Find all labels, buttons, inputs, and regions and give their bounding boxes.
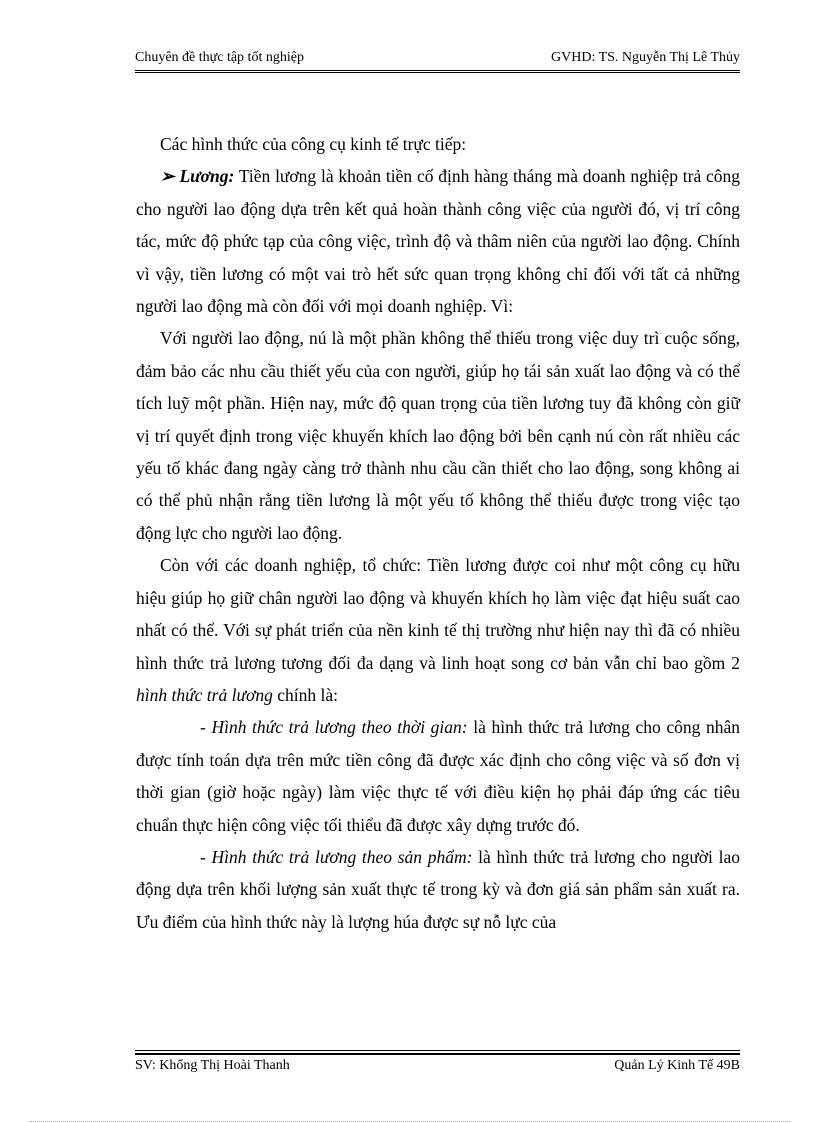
paragraph-intro	[136, 128, 740, 160]
worker-text: Với người lao động, nú là một phần không thể thiếu trong việc duy trì cuộc sống, đảm bảo các nhu cầu thiết yếu của con người, giúp họ tái sản xuất lao động và có thể tích luỹ một phần. Hiện nay, mức độ quan trọng của tiền lương tuy đã không còn giữ vị trí quyết định trong việc khuyến khích lao động bởi bên cạnh nú còn rất nhiều các yếu tố khác đang ngày càng trở thành nhu cầu cần thiết cho lao động, song không ai có thể phủ nhận rằng tiền lương là một yếu tố không thể thiếu được trong việc tạo động lực cho người lao động.	[136, 328, 740, 543]
header-left-text: Chuyên đề thực tập tốt nghiệp	[135, 50, 304, 65]
intro-text: Các hình thức của công cụ kinh tế trực tiếp:	[160, 134, 467, 154]
luong-label: Lương:	[179, 166, 235, 187]
footer-rule-thick	[135, 1053, 740, 1055]
paragraph-luong	[136, 160, 740, 322]
product-based-label: - Hình thức trả lương theo sản phẩm:	[200, 846, 473, 867]
footer-rule	[135, 1050, 740, 1051]
paragraph-enterprise	[136, 549, 740, 711]
luong-text: Tiền lương là khoản tiền cố định hàng tháng mà doanh nghiệp trả công cho người lao động dựa trên kết quả hoàn thành công việc của người đó, vị trí công tác, mức độ phức tạp của công việc, trình độ và thâm niên của người lao động. Chính vì vậy, tiền lương có một vai trò hết sức quan trọng không chỉ đối với tất cả những người lao động mà còn đối với mọi doanh nghiệp. Vì:	[136, 166, 741, 317]
time-based-text: là hình thức trả lương cho công nhân được tính toán dựa trên mức tiền công đã được xác định cho công việc và số đơn vị thời gian (giờ hoặc ngày) làm việc thực tế với điều kiện họ phải đáp ứng các tiêu chuẩn thực hiện công việc tối thiểu đã được xây dựng trước đó.	[136, 717, 740, 835]
enterprise-text-italic: hình thức trả lương	[136, 684, 273, 705]
header-right-text: GVHD: TS. Nguyễn Thị Lê Thủy	[551, 50, 740, 65]
enterprise-text-a: Còn với các doanh nghiệp, tổ chức: Tiền lương được coi như một công cụ hữu hiệu giúp họ giữ chân người lao động và khuyến khích họ làm việc đạt hiệu suất cao nhất có thể. Với sự phát triển của nền kinh tế thị trường như hiện nay thì đã có nhiều hình thức trả lương tương đối đa dạng và linh hoạt song cơ bản vẫn chỉ bao gồm 2	[136, 555, 740, 673]
paragraph-time-based	[136, 711, 740, 841]
paragraph-worker	[136, 322, 740, 549]
page-footer	[135, 1058, 740, 1078]
footer-left-text: SV: Khổng Thị Hoài Thanh	[135, 1058, 290, 1073]
page-edge-dots	[30, 1121, 790, 1122]
product-based-text: là hình thức trả lương cho người lao động dựa trên khối lượng sản xuất thực tế trong kỳ và đơn giá sản phẩm sản xuất ra. Ưu điểm của hình thức này là lượng húa được sự nỗ lực của	[136, 846, 740, 932]
page-header	[135, 50, 740, 70]
body-text	[136, 128, 740, 938]
header-rule	[135, 70, 740, 71]
arrow-bullet-icon: ➢	[160, 166, 175, 187]
paragraph-product-based	[136, 841, 740, 938]
enterprise-text-b: chính là:	[272, 684, 338, 705]
header-rule-secondary	[135, 72, 740, 73]
time-based-label: - Hình thức trả lương theo thời gian:	[200, 717, 468, 738]
footer-right-text: Quản Lý Kinh Tế 49B	[614, 1058, 740, 1073]
